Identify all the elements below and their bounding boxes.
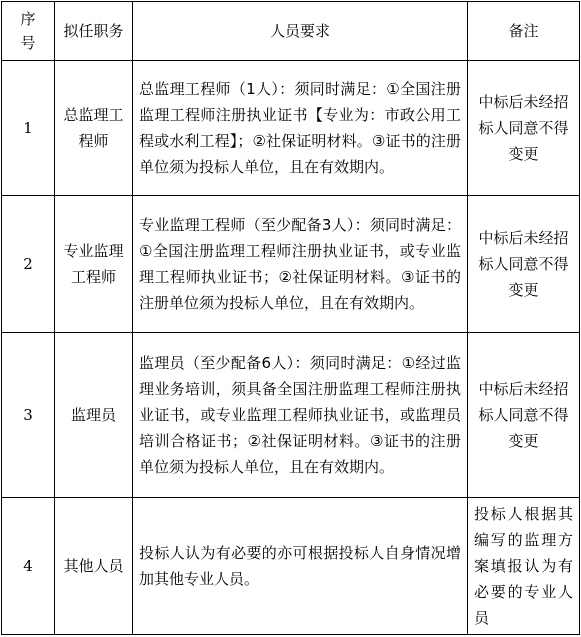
row-note: 中标后未经招标人同意不得变更 xyxy=(468,196,580,333)
row-title: 专业监理工程师 xyxy=(55,196,133,333)
table-header-row xyxy=(2,2,580,61)
row-no: 2 xyxy=(2,196,55,333)
row-requirement: 监理员（至少配备6人）：须同时满足：①经过监理业务培训，须具备全国注册监理工程师注册执业证书，或专业监理工程师执业证书，或监理员培训合格证书；②社保证明材料。③证书的注册单位须为投标人单位，且在有效期内。 xyxy=(133,333,468,498)
row-title: 监理员 xyxy=(55,333,133,498)
row-note: 投标人根据其编写的监理方案填报认为有必要的专业人员 xyxy=(468,498,580,635)
row-requirement: 投标人认为有必要的亦可根据投标人自身情况增加其他专业人员。 xyxy=(133,498,468,635)
header-title: 拟任职务 xyxy=(55,2,133,61)
row-no: 1 xyxy=(2,61,55,196)
header-note: 备注 xyxy=(468,2,580,61)
table-row xyxy=(2,196,580,333)
table-row xyxy=(2,333,580,498)
header-no: 序号 xyxy=(2,2,55,61)
row-no: 3 xyxy=(2,333,55,498)
staff-requirements-table xyxy=(1,1,580,635)
row-note: 中标后未经招标人同意不得变更 xyxy=(468,333,580,498)
row-title: 总监理工程师 xyxy=(55,61,133,196)
row-requirement: 总监理工程师（1人）：须同时满足：①全国注册监理工程师注册执业证书【专业为：市政公用工程或水利工程】；②社保证明材料。③证书的注册单位须为投标人单位，且在有效期内。 xyxy=(133,61,468,196)
row-note: 中标后未经招标人同意不得变更 xyxy=(468,61,580,196)
table-row xyxy=(2,498,580,635)
row-title: 其他人员 xyxy=(55,498,133,635)
table-row xyxy=(2,61,580,196)
row-no: 4 xyxy=(2,498,55,635)
row-requirement: 专业监理工程师（至少配备3人）：须同时满足：①全国注册监理工程师注册执业证书，或专业监理工程师执业证书；②社保证明材料。③证书的注册单位须为投标人单位，且在有效期内。 xyxy=(133,196,468,333)
header-requirement: 人员要求 xyxy=(133,2,468,61)
